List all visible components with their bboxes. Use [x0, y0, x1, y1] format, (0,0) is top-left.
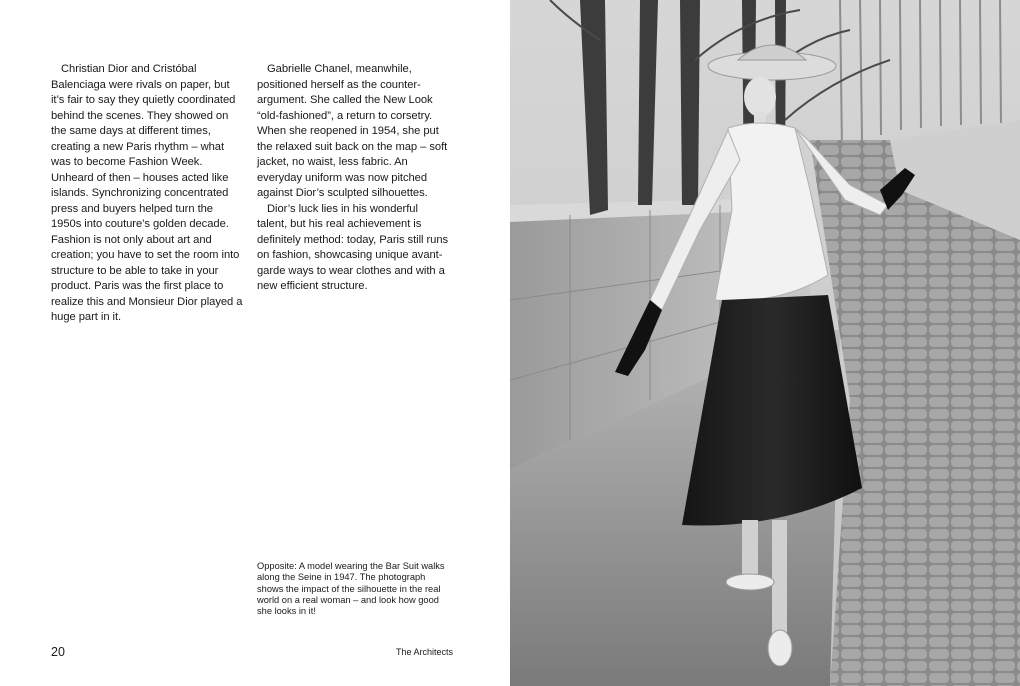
left-leg	[742, 520, 758, 580]
face	[744, 77, 776, 117]
photo-caption: Opposite: A model wearing the Bar Suit walks along the Seine in 1947. The photograph shows the impact of the silhouette in the real world on a real woman – and look how good she looks in it!	[257, 561, 445, 617]
paragraph: Dior’s luck lies in his wonderful talent, but his real achievement is definitely method: today, Paris still runs on fashion, showcasing unique avant-garde ways to wear clothes and with a new efficient structure.	[257, 202, 449, 292]
running-head: The Architects	[396, 647, 454, 657]
left-shoe	[726, 574, 774, 590]
paragraph: Christian Dior and Cristóbal Balenciaga were rivals on paper, but it’s fair to say they quietly coordinated behind the scenes. They showed on the same days at different times, creating a new Paris rhythm – what was to become Fashion Week. Unheard of then – houses acted like islands. Synchronizing concentrated press and buyers helped turn the 1950s into couture’s golden decade. Fashion is not only about art and creation; you have to set the room into structure to be able to take in your product. Paris was the first place to realize this and Monsieur Dior played a huge part in it.	[51, 63, 243, 323]
paragraph: Gabrielle Chanel, meanwhile, positioned herself as the counter-argument. She called the New Look “old-fashioned”, a return to corsetry. When she reopened in 1954, she put the relaxed suit back on the map – soft jacket, no waist, less fabric. An everyday uniform was now pitched against Dior’s sculpted silhouettes.	[257, 63, 448, 199]
text-column-left	[51, 62, 245, 326]
page-number: 20	[51, 645, 65, 659]
photograph	[510, 0, 1020, 686]
right-leg	[772, 520, 787, 640]
right-shoe	[768, 630, 792, 666]
text-column-right	[257, 62, 451, 295]
